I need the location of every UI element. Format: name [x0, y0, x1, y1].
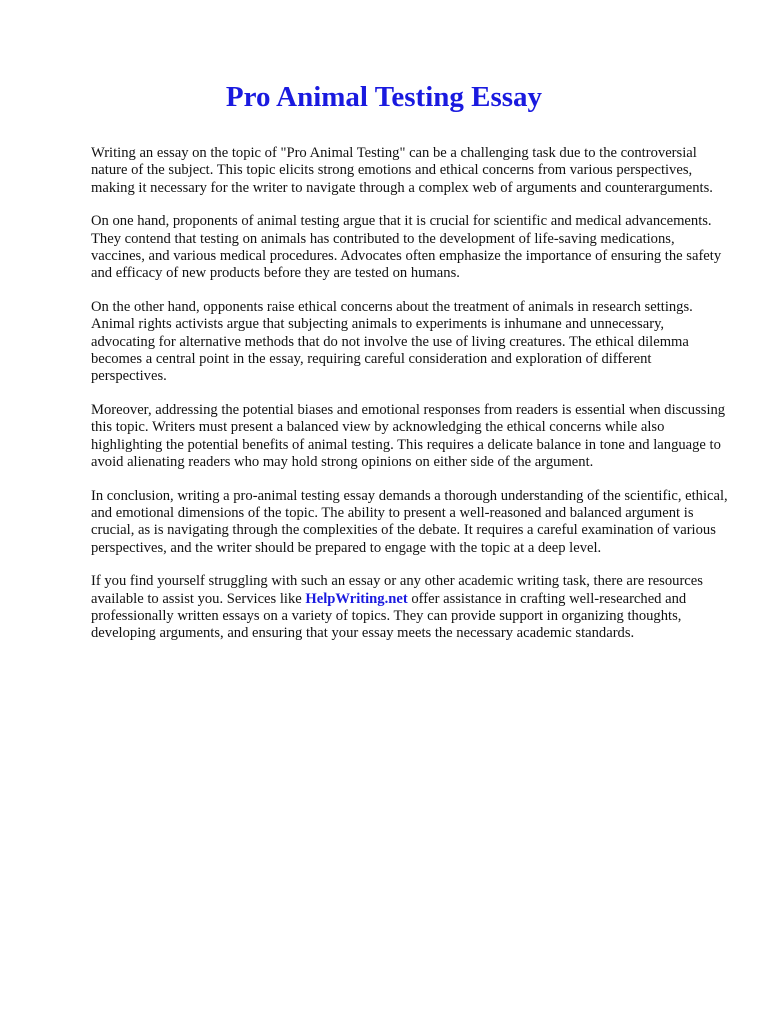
- paragraph-3: On the other hand, opponents raise ethical concerns about the treatment of animals in research settings. Animal rights activists argue that subjecting animals to experiments is inhumane and unnecessary, advocating for alternative methods that do not involve the use of living creatures. The ethical dilemma becomes a central point in the essay, requiring careful consideration and exploration of different perspectives.: [91, 298, 693, 385]
- paragraph-1: Writing an essay on the topic of "Pro Animal Testing" can be a challenging task due to the controversial nature of the subject. This topic elicits strong emotions and ethical concerns from various perspectives, making it necessary for the writer to navigate through a complex web of arguments and counterarguments.: [91, 145, 713, 196]
- paragraph-6: [91, 573, 728, 643]
- paragraph-6-before-link: If you find yourself struggling with such an essay or any other academic writing task, there are resources available to assist you. Services like: [91, 573, 703, 607]
- paragraph-2: On one hand, proponents of animal testing argue that it is crucial for scientific and medical advancements. They contend that testing on animals has contributed to the development of life-saving medications, vaccines, and various medical procedures. Advocates often emphasize the importance of ensuring the safety and efficacy of new products before they are tested on humans.: [91, 213, 722, 282]
- paragraph-5: In conclusion, writing a pro-animal testing essay demands a thorough understanding of the scientific, ethical, and emotional dimensions of the topic. The ability to present a well-reasoned and balanced argument is crucial, as is navigating through the complexities of the debate. It requires a careful examination of various perspectives, and the writer should be prepared to engage with the topic at a deep level.: [91, 487, 728, 556]
- essay-body: [91, 145, 728, 659]
- paragraph-6-after-link: offer assistance in crafting well-researched and professionally written essays on a variety of topics. They can provide support in organizing thoughts, developing arguments, and ensuring that your essay meets the necessary academic standards.: [91, 590, 687, 642]
- helpwriting-link[interactable]: HelpWriting.net: [305, 590, 408, 607]
- paragraph-4: Moreover, addressing the potential biases and emotional responses from readers is essential when discussing this topic. Writers must present a balanced view by acknowledging the ethical concerns while also highlighting the potential benefits of animal testing. This requires a delicate balance in tone and language to avoid alienating readers who may hold strong opinions on either side of the argument.: [91, 401, 726, 471]
- page-title: Pro Animal Testing Essay: [225, 81, 543, 113]
